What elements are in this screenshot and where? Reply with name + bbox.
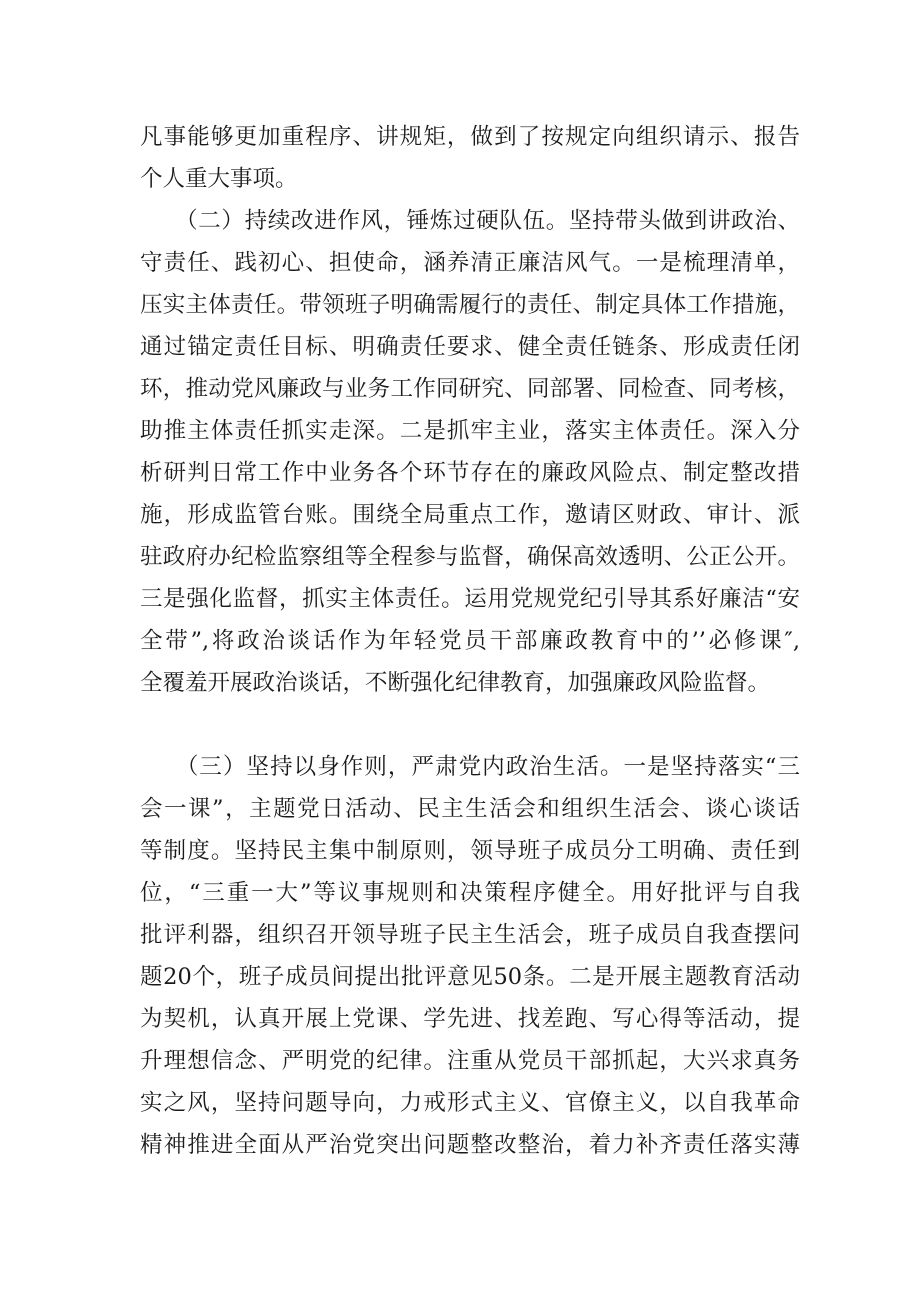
text-line: 实之风，坚持问题导向，力戒形式主义、官僚主义，以自我革命 — [140, 1090, 800, 1116]
text-line: 施，形成监管台账。围绕全局重点工作，邀请区财政、审计、派 — [140, 502, 800, 528]
text-line: 凡事能够更加重程序、讲规矩，做到了按规定向组织请示、报告 — [140, 124, 800, 150]
text-line: 全带”,将政治谈话作为年轻党员干部廉政教育中的’’必修课″, — [140, 628, 800, 654]
text-line: 助推主体责任抓实走深。二是抓牢主业，落实主体责任。深入分 — [140, 418, 800, 444]
text-line: 升理想信念、严明党的纪律。注重从党员干部抓起，大兴求真务 — [140, 1048, 800, 1074]
text-line: 精神推进全面从严治党突出问题整改整治，着力补齐责任落实薄 — [140, 1132, 800, 1158]
text-line: （二）持续改进作风，锤炼过硬队伍。坚持带头做到讲政治、 — [140, 208, 800, 234]
text-line: （三）坚持以身作则，严肃党内政治生活。一是坚持落实“三 — [140, 754, 800, 780]
text-line: 全覆羞开展政治谈话，不断强化纪律教育，加强廉政风险监督。 — [140, 670, 771, 696]
text-line: 压实主体责任。带领班子明确需履行的责任、制定具体工作措施， — [140, 292, 800, 318]
text-line: 通过锚定责任目标、明确责任要求、健全责任链条、形成责任闭 — [140, 334, 800, 360]
text-line: 环，推动党风廉政与业务工作同研究、同部署、同检查、同考核， — [140, 376, 800, 402]
text-line: 驻政府办纪检监察组等全程参与监督，确保高效透明、公正公开。 — [140, 544, 800, 570]
text-line: 等制度。坚持民主集中制原则，领导班子成员分工明确、责任到 — [140, 838, 800, 864]
text-line: 守责任、践初心、担使命，涵养清正廉洁风气。一是梳理清单， — [140, 250, 800, 276]
text-line: 会一课”，主题党日活动、民主生活会和组织生活会、谈心谈话 — [140, 796, 800, 822]
text-line: 三是强化监督，抓实主体责任。运用党规党纪引导其系好廉洁“安 — [140, 586, 800, 612]
text-line: 批评利器，组织召开领导班子民主生活会，班子成员自我查摆问 — [140, 922, 800, 948]
text-line: 为契机，认真开展上党课、学先进、找差跑、写心得等活动，提 — [140, 1006, 800, 1032]
text-line: 题20个，班子成员间提出批评意见50条。二是开展主题教育活动 — [140, 964, 800, 990]
text-line: 位，“三重一大”等议事规则和决策程序健全。用好批评与自我 — [140, 880, 800, 906]
text-line: 个人重大事项。 — [140, 166, 298, 192]
text-line: 析研判日常工作中业务各个环节存在的廉政风险点、制定整改措 — [140, 460, 800, 486]
